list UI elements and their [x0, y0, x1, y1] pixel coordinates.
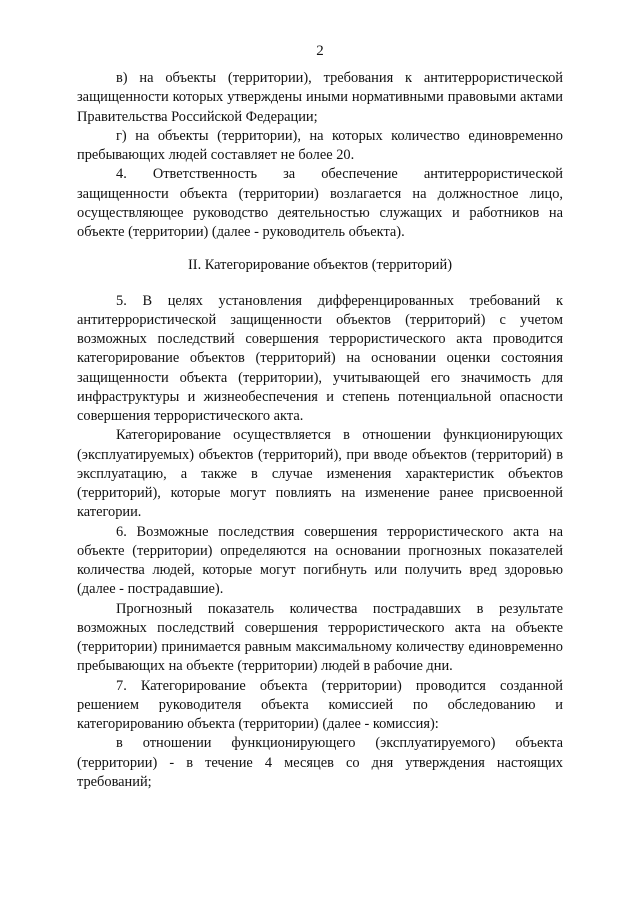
- section-heading: II. Категорирование объектов (территорий): [187, 257, 452, 274]
- paragraph-categorization-purpose: 5. В целях установления дифференцированных требований к антитеррористической защищенности объектов (территорий) с учетом возможных последствий совершения террористического акта проводится категорирование объектов (территорий) на основании оценки состояния защищенности объекта (территории), учитывающей его значимость для инфраструктуры и жизнеобеспечения и степень потенциальной опасности совершения террористического акта.: [77, 292, 563, 424]
- paragraph-existing-object: в отношении функционирующего (эксплуатируемого) объекта (территории) - в течение 4 месяцев со дня утверждения настоящих требований;: [77, 735, 563, 790]
- paragraph-forecast-indicator: Прогнозный показатель количества пострадавших в результате возможных последствий совершения террористического акта на объекте (территории) принимается равным максимальному количеству единовременно пребывающих на объекте (территории) людей в рабочие дни.: [77, 600, 563, 675]
- document-body: [77, 69, 563, 792]
- paragraph-categorization-scope: Категорирование осуществляется в отношении функционирующих (эксплуатируемых) объектов (территорий), при вводе объектов (территорий) в эксплуатацию, а также в случае изменения характеристик объектов (территорий), которые могут повлиять на изменение ранее присвоенной категории.: [77, 427, 563, 521]
- paragraph-responsibility: 4. Ответственность за обеспечение антитеррористической защищенности объекта (территории) возлагается на должностное лицо, осуществляющее руководство деятельностью служащих и работников на объекте (территории) (далее - руководитель объекта).: [77, 166, 563, 240]
- paragraph-item-g: г) на объекты (территории), на которых количество единовременно пребывающих людей составляет не более 20.: [77, 127, 563, 163]
- paragraph-commission: 7. Категорирование объекта (территории) проводится созданной решением руководителя объекта комиссией по обследованию и категорированию объекта (территории) (далее - комиссия):: [77, 677, 563, 732]
- page-number: 2: [316, 43, 324, 59]
- paragraph-item-v: в) на объекты (территории), требования к антитеррористической защищенности которых утверждены иными нормативными правовыми актами Правительства Российской Федерации;: [77, 70, 563, 125]
- paragraph-consequences: 6. Возможные последствия совершения террористического акта на объекте (территории) определяются на основании прогнозных показателей количества людей, которые могут погибнуть или получить вред здоровью (далее - пострадавшие).: [77, 523, 563, 598]
